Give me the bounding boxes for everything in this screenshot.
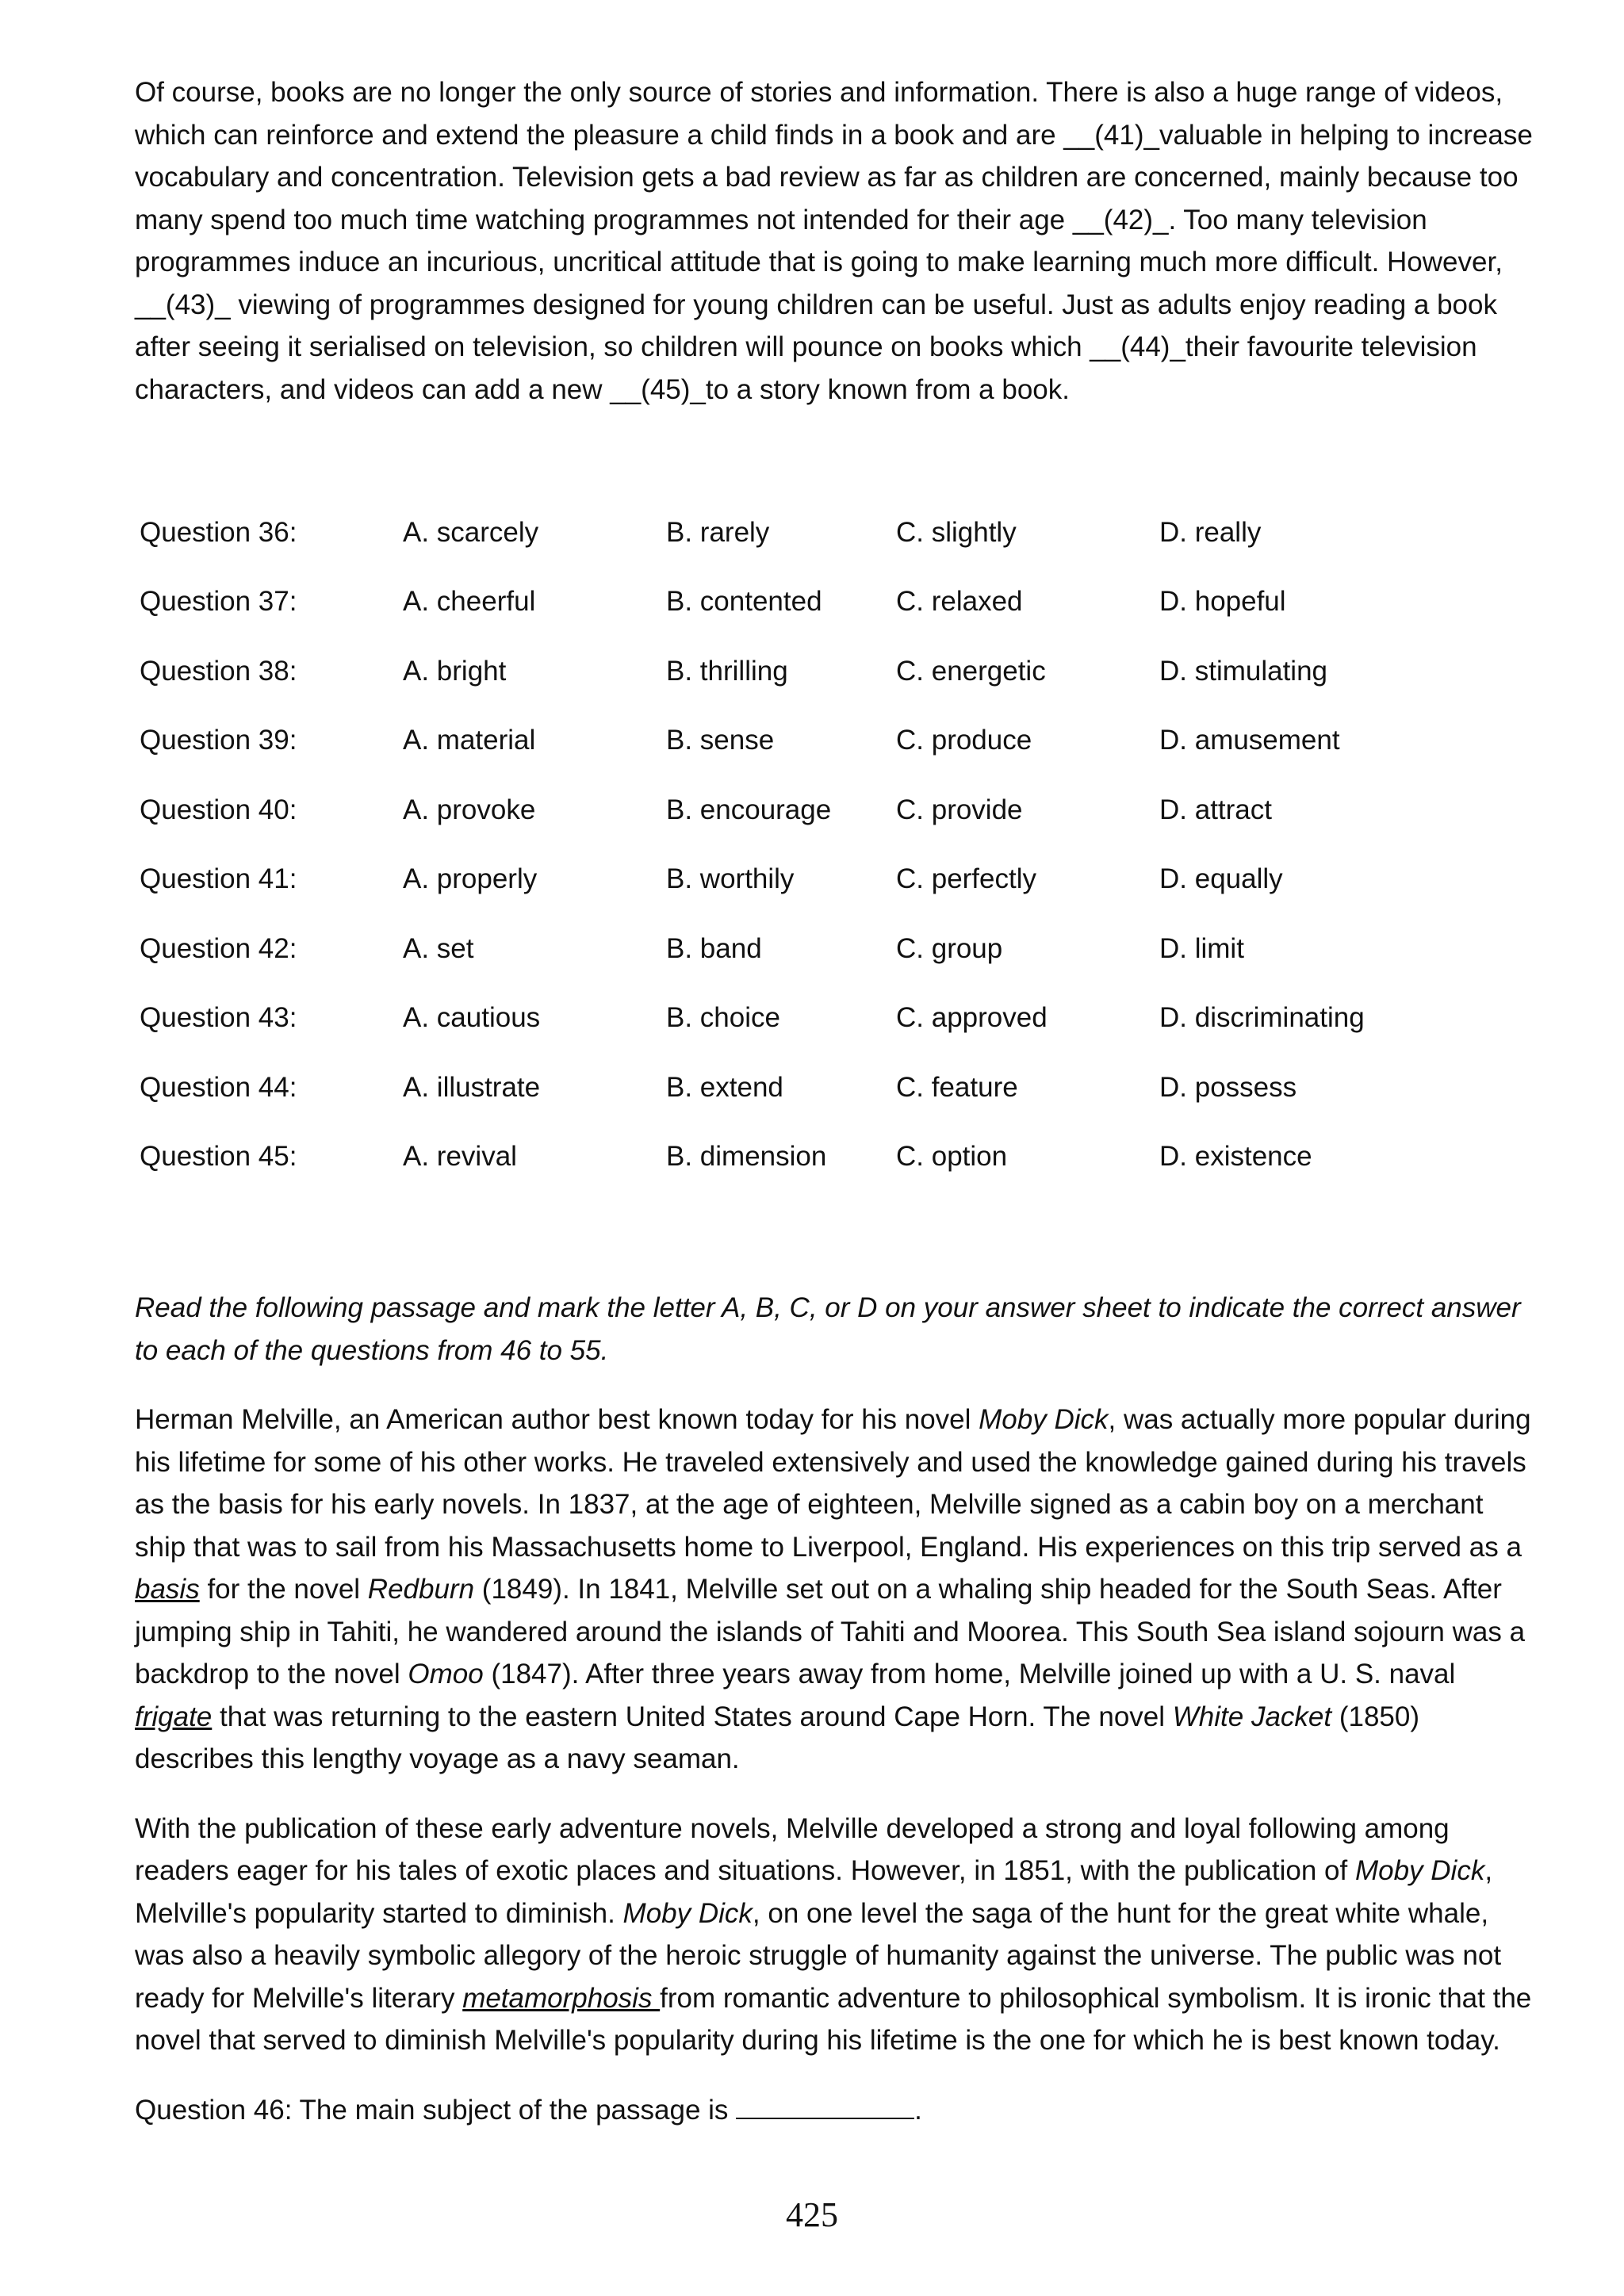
question-row [140, 1123, 1477, 1192]
option-a: A. material [403, 725, 536, 756]
underlined-word-frigate: frigate [135, 1701, 213, 1732]
option-a: A. bright [403, 655, 507, 687]
option-d: D. existence [1159, 1141, 1312, 1173]
option-c: C. group [896, 932, 1003, 964]
text-run: (1847). After three years away from home, Melville joined up with a U. S. naval [483, 1659, 1456, 1689]
text-run: from romantic adventure to philosophical symbolism. It is ironic that the novel that served to diminish Melville's popularity during his lifetime is the one for which he is best known today. [135, 1982, 1532, 2056]
reading-instruction: Read the following passage and mark the letter A, B, C, or D on your answer sheet to indicate the correct answer to each of the questions from 46 to 55. [135, 1292, 1521, 1366]
question-label: Question 42: [140, 932, 297, 964]
question-label: Question 44: [140, 1071, 297, 1103]
option-a: A. properly [403, 863, 538, 895]
option-c: C. provide [896, 794, 1023, 825]
option-b: B. choice [666, 1002, 780, 1034]
option-d: D. really [1159, 516, 1262, 548]
question-label: Question 37: [140, 586, 297, 618]
option-d: D. equally [1159, 863, 1283, 895]
question-row [140, 1053, 1477, 1123]
option-c: C. produce [896, 725, 1032, 756]
text-run: (1849). In 1841, Melville set out on a whaling ship headed for the South Seas. After jumping ship in Tahiti, he wandered around the islands of Tahiti and Moorea. This South Sea island sojourn was a backdrop to the novel [135, 1574, 1526, 1689]
question-label: Question 38: [140, 655, 297, 687]
title-white-jacket: White Jacket [1172, 1701, 1332, 1732]
option-b: B. dimension [666, 1141, 827, 1173]
title-redburn: Redburn [367, 1574, 475, 1605]
text-run: , Melville's popularity started to diminish. [135, 1855, 1493, 1929]
text-run: (1850) describes this lengthy voyage as a navy seaman. [135, 1701, 1420, 1774]
question-label: Question 40: [140, 794, 297, 825]
question-row [140, 498, 1477, 568]
question-row [140, 775, 1477, 845]
question-46-end: . [914, 2094, 922, 2126]
option-c: C. slightly [896, 516, 1017, 548]
option-c: C. energetic [896, 655, 1046, 687]
question-row [140, 914, 1477, 984]
option-a: A. cautious [403, 1002, 541, 1034]
option-b: B. sense [666, 725, 775, 756]
underlined-word-basis: basis [135, 1574, 200, 1605]
melville-paragraph-1 [135, 1399, 1538, 1781]
answer-blank [736, 2094, 914, 2119]
option-b: B. thrilling [666, 655, 788, 687]
question-label: Question 36: [140, 516, 297, 548]
option-b: B. band [666, 932, 762, 964]
title-moby-dick: Moby Dick [622, 1897, 753, 1929]
option-c: C. perfectly [896, 863, 1036, 895]
option-a: A. revival [403, 1141, 517, 1173]
title-moby-dick: Moby Dick [1354, 1855, 1485, 1886]
text-run: Herman Melville, an American author best known today for his novel [135, 1404, 979, 1435]
option-c: C. option [896, 1141, 1008, 1173]
option-d: D. stimulating [1159, 655, 1328, 687]
option-a: A. illustrate [403, 1071, 541, 1103]
option-a: A. cheerful [403, 586, 536, 618]
option-a: A. set [403, 932, 474, 964]
option-d: D. limit [1159, 932, 1244, 964]
text-run: , was actually more popular during his lifetime for some of his other works. He traveled extensively and used the knowledge gained during his travels as the basis for his early novels. In 1837, at the age of eighteen, Melville signed as a cabin boy on a merchant ship that was to sail from his Massachusetts home to Liverpool, England. His experiences on this trip served as a [135, 1404, 1531, 1563]
underlined-word-metamorphosis: metamorphosis [462, 1982, 661, 2014]
question-label: Question 41: [140, 863, 297, 895]
question-46-text: Question 46: The main subject of the passage is [135, 2094, 737, 2126]
option-a: A. provoke [403, 794, 536, 825]
title-omoo: Omoo [408, 1659, 484, 1689]
cloze-passage: Of course, books are no longer the only source of stories and information. There is also a huge range of videos, which can reinforce and extend the pleasure a child finds in a book and are __(41)_valuable in helping to increase vocabulary and concentration. Television gets a bad review as far as children are concerned, mainly because too many spend too much time watching programmes not intended for their age __(42)_. Too many television programmes induce an incurious, uncritical attitude that is going to make learning much more difficult. However, __(43)_ viewing of programmes designed for young children can be useful. Just as adults enjoy reading a book after seeing it serialised on television, so children will pounce on books which __(44)_their favourite television characters, and videos can add a new __(45)_to a story known from a book. [135, 77, 1533, 405]
text-run: that was returning to the eastern United States around Cape Horn. The novel [212, 1701, 1173, 1732]
option-b: B. extend [666, 1071, 783, 1103]
question-row [140, 845, 1477, 915]
option-b: B. worthily [666, 863, 795, 895]
option-b: B. encourage [666, 794, 832, 825]
option-c: C. feature [896, 1071, 1018, 1103]
option-c: C. approved [896, 1002, 1048, 1034]
document-page [135, 71, 1538, 2131]
option-d: D. attract [1159, 794, 1272, 825]
question-row [140, 984, 1477, 1054]
option-a: A. scarcely [403, 516, 539, 548]
page-number: 425 [786, 2195, 838, 2234]
option-b: B. contented [666, 586, 822, 618]
question-46 [135, 2089, 1538, 2132]
question-label: Question 43: [140, 1002, 297, 1034]
text-run: With the publication of these early adventure novels, Melville developed a strong and loyal following among readers eager for his tales of exotic places and situations. However, in 1851, with the publication of [135, 1812, 1450, 1886]
question-label: Question 45: [140, 1141, 297, 1173]
option-b: B. rarely [666, 516, 770, 548]
text-run: for the novel [199, 1574, 368, 1605]
question-row [140, 568, 1477, 637]
option-c: C. relaxed [896, 586, 1023, 618]
question-options-table [140, 498, 1477, 1192]
option-d: D. amusement [1159, 725, 1340, 756]
option-d: D. discriminating [1159, 1002, 1365, 1034]
text-run: , on one level the saga of the hunt for the great white whale, was also a heavily symbolic allegory of the heroic struggle of humanity against the universe. The public was not ready for Melville's literary [135, 1897, 1502, 2014]
title-moby-dick: Moby Dick [979, 1404, 1109, 1435]
option-d: D. possess [1159, 1071, 1297, 1103]
question-row [140, 637, 1477, 706]
melville-paragraph-2 [135, 1808, 1538, 2062]
question-label: Question 39: [140, 725, 297, 756]
question-row [140, 706, 1477, 776]
option-d: D. hopeful [1159, 586, 1286, 618]
